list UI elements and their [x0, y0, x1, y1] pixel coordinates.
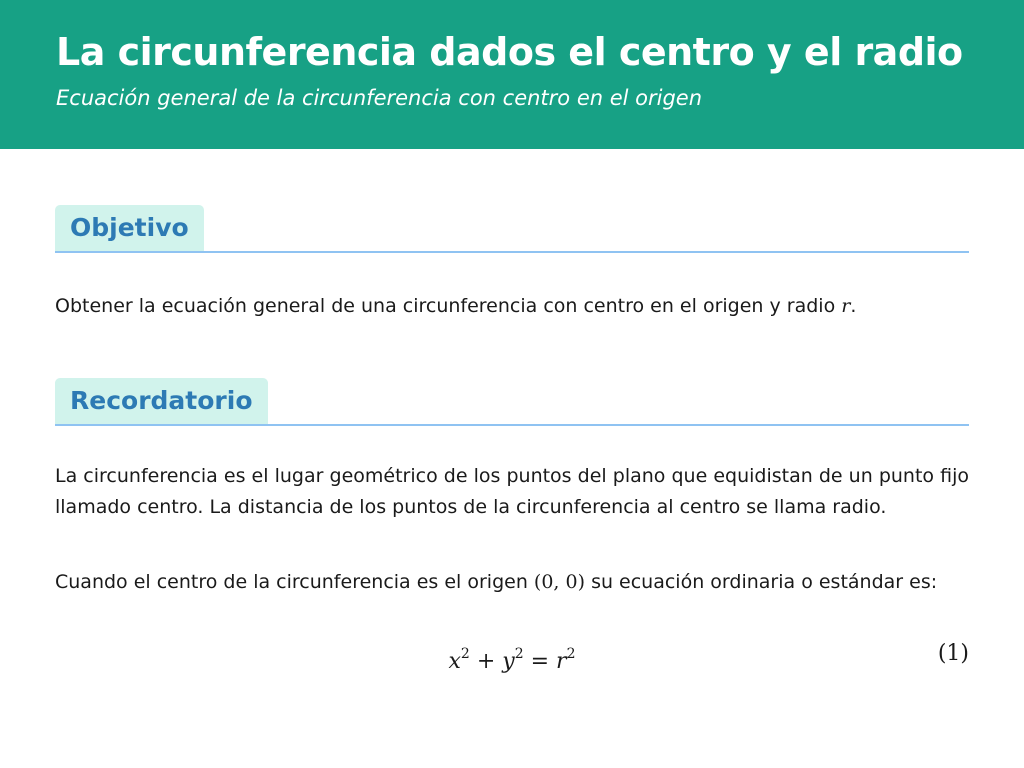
equation-1	[55, 638, 969, 674]
objetivo-text: Obtener la ecuación general de una circunferencia con centro en el origen y radio	[55, 295, 836, 317]
objetivo-paragraph	[55, 291, 969, 322]
main-content	[0, 205, 1024, 674]
page-header	[0, 0, 1024, 149]
page-title: La circunferencia dados el centro y el radio	[56, 30, 963, 74]
section-objetivo-title: Objetivo	[55, 205, 204, 251]
radius-symbol: r	[841, 295, 851, 317]
recordatorio-paragraph-2	[55, 567, 969, 598]
equation-number: (1)	[937, 641, 969, 666]
origin-point: (0, 0)	[533, 571, 586, 593]
objetivo-period: .	[850, 295, 857, 317]
recordatorio-text-before: Cuando el centro de la circunferencia es el origen	[55, 571, 528, 593]
recordatorio-paragraph-1: La circunferencia es el lugar geométrico de los puntos del plano que equidistan de un punto fijo llamado centro. La distancia de los puntos de la circunferencia al centro se llama radio.	[55, 465, 969, 518]
recordatorio-text-after: su ecuación ordinaria o estándar es:	[591, 571, 938, 593]
section-recordatorio-title: Recordatorio	[55, 378, 268, 424]
section-recordatorio-header	[55, 378, 969, 426]
section-objetivo-header	[55, 205, 969, 253]
page-subtitle: Ecuación general de la circunferencia con centro en el origen	[56, 86, 703, 110]
equation-formula: $x^2 + y^2 = r^2$	[448, 646, 576, 674]
